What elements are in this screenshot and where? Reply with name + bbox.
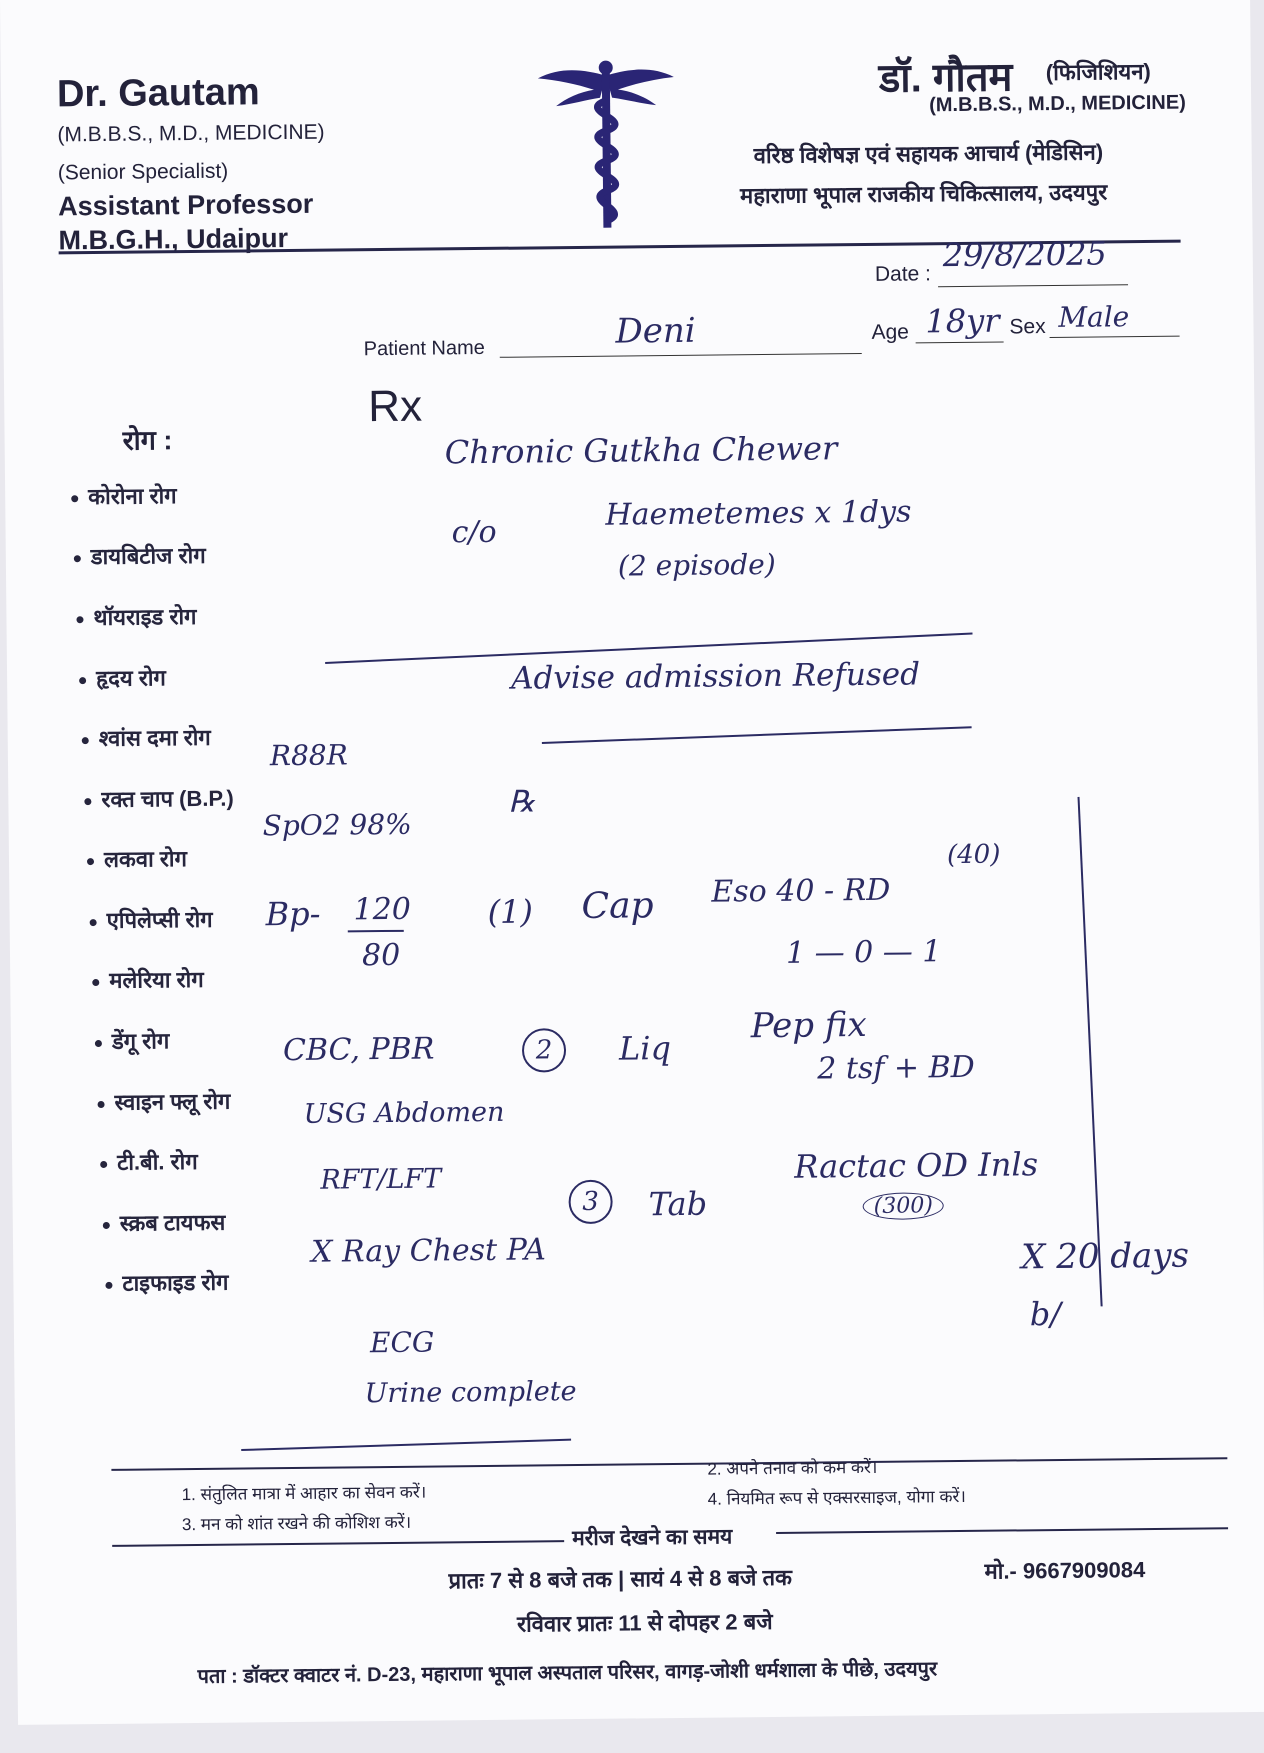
medicine-3-name: Ractac OD Inls — [794, 1145, 1039, 1186]
investigation-ecg: ECG — [369, 1325, 435, 1360]
doctor-title-en: Assistant Professor — [58, 188, 314, 222]
caduceus-logo — [536, 55, 678, 231]
medicine-3-number: 3 — [568, 1180, 612, 1224]
disease-item: टाइफाइड रोग — [105, 1267, 228, 1298]
bp-systolic: 120 — [353, 891, 411, 928]
phone-number: मो.- 9667909084 — [984, 1557, 1146, 1584]
duration-sign: b/ — [1029, 1294, 1062, 1334]
investigation-xray: X Ray Chest PA — [310, 1232, 546, 1270]
doctor-degree-en: (M.B.B.S., M.D., MEDICINE) — [57, 120, 325, 147]
spo2-note: SpO2 98% — [262, 807, 412, 843]
timing-weekday: प्रातः 7 से 8 बजे तक | सायं 4 से 8 बजे तक — [448, 1564, 793, 1594]
investigation-usg: USG Abdomen — [303, 1096, 505, 1130]
tip-1: 1. संतुलित मात्रा में आहार का सेवन करें। — [181, 1482, 427, 1505]
history-note: Chronic Gutkha Chewer — [444, 429, 838, 472]
age-label: Age — [871, 320, 910, 344]
doctor-hospital-en: M.B.G.H., Udaipur — [58, 222, 289, 256]
medicine-2-number: 2 — [522, 1028, 566, 1072]
doctor-name-en: Dr. Gautam — [56, 71, 260, 116]
signature-stroke — [241, 1439, 571, 1451]
disease-item: स्क्रब टायफस — [103, 1207, 226, 1238]
sex-label: Sex — [1009, 315, 1046, 339]
medicine-1-form: Cap — [581, 885, 654, 927]
medicine-2-form: Liq — [618, 1029, 672, 1068]
doctor-specialty-hi: (फिजिशियन) — [1045, 58, 1151, 86]
medicine-2-dose: 2 tsf + BD — [817, 1049, 975, 1087]
disease-item: मलेरिया रोग — [92, 964, 204, 995]
disease-item: हृदय रोग — [79, 662, 166, 693]
advice-underline — [542, 726, 972, 744]
doctor-degree-hi: (M.B.B.S., M.D., MEDICINE) — [929, 91, 1186, 117]
tip-3: 3. मन को शांत रखने की कोशिश करें। — [181, 1512, 412, 1535]
medicine-1-schedule: 1 — 0 — 1 — [785, 934, 942, 971]
doctor-hospital-hi: महाराणा भूपाल राजकीय चिकित्सालय, उदयपुर — [739, 179, 1108, 209]
investigation-urine: Urine complete — [364, 1376, 577, 1410]
timing-left-divider — [112, 1540, 564, 1547]
duration-note: X 20 days — [1021, 1235, 1190, 1278]
age-underline — [916, 342, 1004, 344]
date-underline — [938, 284, 1128, 287]
episode-note: (2 episode) — [617, 547, 776, 583]
medicine-1-dose: (40) — [946, 839, 1001, 871]
clinic-address: पता : डॉक्टर क्वाटर नं. D-23, महाराणा भूपाल अस्पताल परिसर, वागड़-जोशी धर्मशाला के पीछे, उदयपुर — [197, 1658, 938, 1689]
disease-item: डेंगू रोग — [95, 1025, 170, 1056]
bp-diastolic: 80 — [361, 937, 401, 974]
tips-top-divider — [111, 1457, 1227, 1471]
medicine-bracket-line — [1078, 797, 1103, 1307]
rx-symbol: Rx — [368, 381, 423, 432]
disease-item: डायबिटीज रोग — [74, 540, 206, 571]
diseases-heading: रोग : — [122, 425, 173, 456]
patient-name-label: Patient Name — [363, 336, 485, 361]
bp-fraction-line — [348, 930, 404, 933]
investigation-cbc: CBC, PBR — [282, 1031, 435, 1069]
medicine-3-form: Tab — [648, 1184, 708, 1224]
rr-note: R88R — [269, 738, 348, 773]
disease-item: श्वांस दमा रोग — [82, 722, 211, 753]
medicine-2-name: Pep fix — [750, 1004, 867, 1047]
tip-2: 2. अपने तनाव को कम करें। — [707, 1457, 878, 1479]
doctor-role-hi: वरिष्ठ विशेषज्ञ एवं सहायक आचार्य (मेडिसिन) — [753, 139, 1104, 169]
medicine-1-number: (1) — [487, 892, 534, 931]
advice-note: Advise admission Refused — [510, 656, 921, 697]
disease-item: थॉयराइड रोग — [76, 601, 196, 632]
tip-4: 4. नियमित रूप से एक्सरसाइज, योगा करें। — [707, 1486, 966, 1509]
medicine-1-name: Eso 40 - RD — [711, 872, 891, 910]
disease-item: रक्त चाप (B.P.) — [84, 783, 234, 815]
disease-item: स्वाइन फ्लू रोग — [97, 1086, 230, 1117]
doctor-role-en: (Senior Specialist) — [57, 159, 229, 185]
complaint-note: Haemetemes x 1dys — [605, 494, 912, 533]
timing-right-divider — [776, 1527, 1228, 1534]
disease-item: कोरोना रोग — [71, 480, 177, 511]
sex-underline — [1050, 336, 1180, 338]
timing-title: मरीज देखने का समय — [572, 1525, 733, 1551]
patient-name-value: Deni — [615, 310, 696, 352]
medicine-3-strength: (300) — [863, 1192, 944, 1220]
sex-value: Male — [1058, 300, 1130, 334]
age-value: 18yr — [925, 301, 1000, 341]
date-label: Date : — [874, 262, 932, 286]
timing-sunday: रविवार प्रातः 11 से दोपहर 2 बजे — [516, 1608, 773, 1637]
disease-item: टी.बी. रोग — [100, 1146, 198, 1177]
co-label: c/o — [451, 514, 497, 551]
rx-mark: ℞ — [508, 784, 536, 820]
disease-item: एपिलेप्सी रोग — [89, 904, 212, 935]
date-value: 29/8/2025 — [942, 234, 1107, 275]
bp-label: Bp- — [265, 894, 321, 934]
patient-name-underline — [500, 353, 862, 358]
doctor-name-hi: डॉ. गौतम — [878, 55, 1013, 101]
disease-item: लकवा रोग — [87, 843, 187, 874]
investigation-rft-lft: RFT/LFT — [320, 1163, 442, 1196]
